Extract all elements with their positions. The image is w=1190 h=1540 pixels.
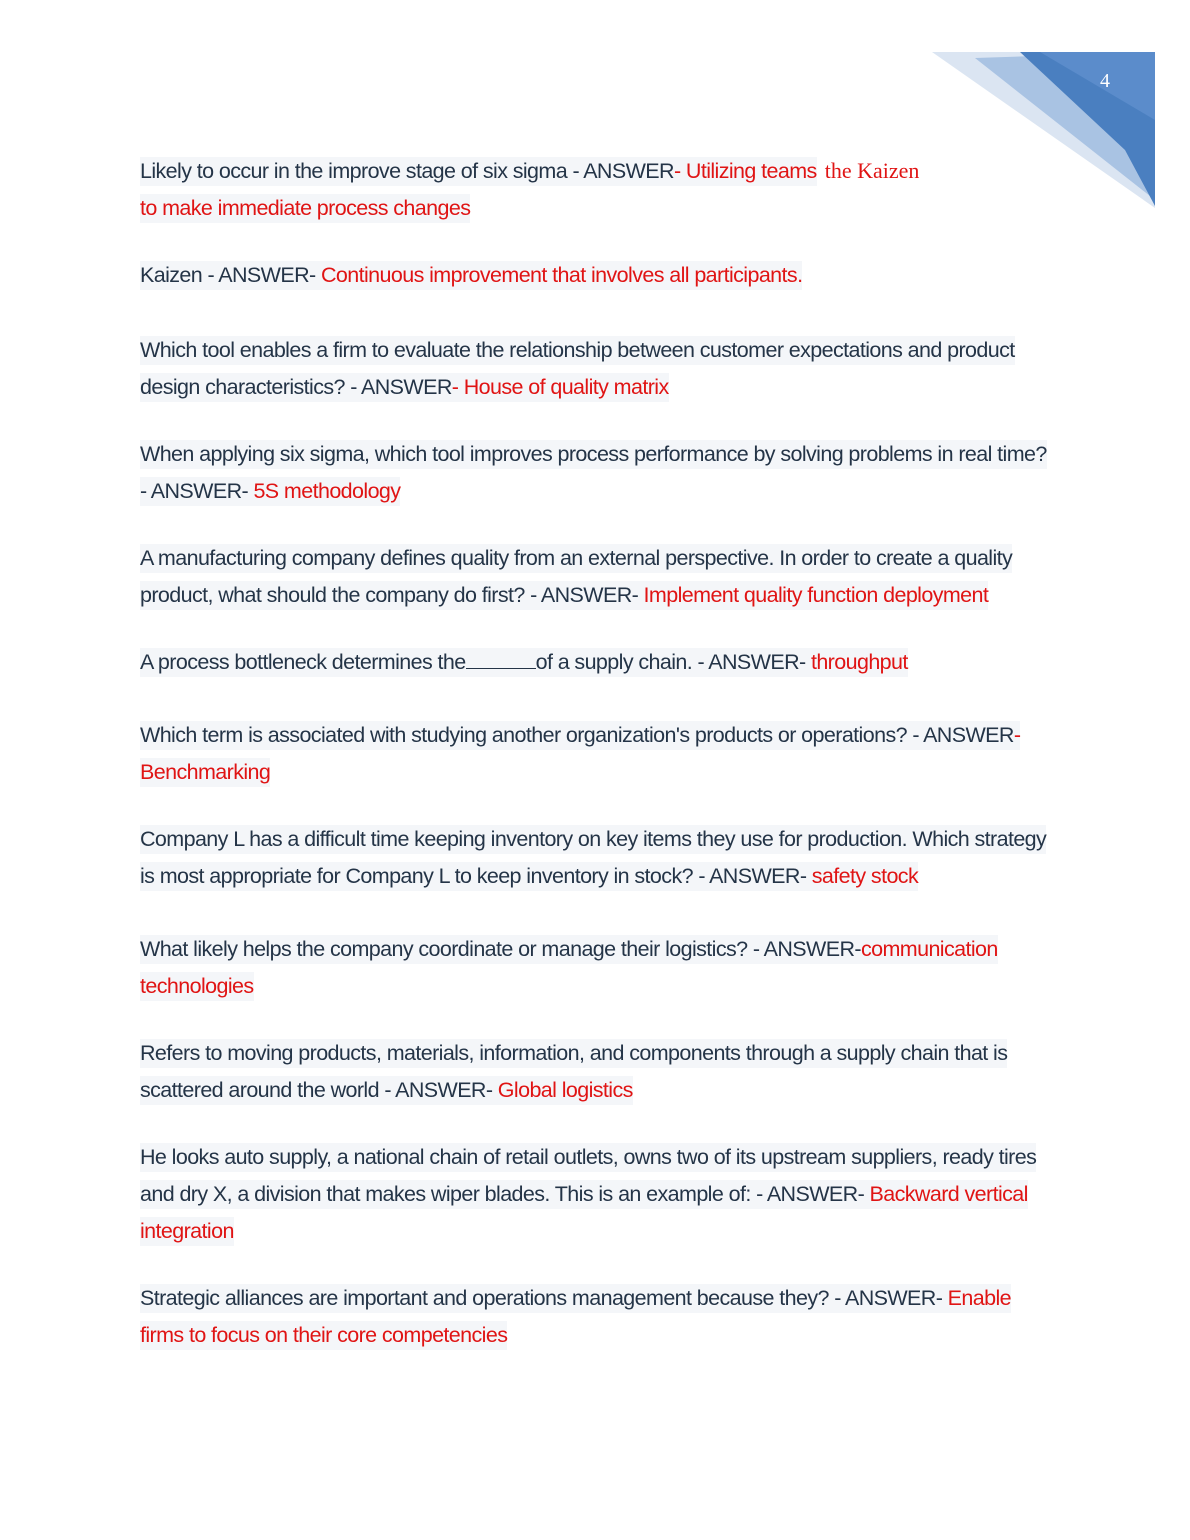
question-text-after-blank: of a supply chain. - ANSWER- — [535, 650, 806, 674]
question-text: What likely helps the company coordinate or manage their logistics? - ANSWER- — [140, 937, 861, 961]
question-text: Which tool enables a firm to evaluate the relationship between customer expectations and product design characteristics? - ANSWER — [140, 338, 1015, 399]
answer-text: Implement quality function deployment — [638, 583, 989, 607]
answer-text-continued: to make immediate process changes — [140, 194, 470, 223]
qa-item — [140, 644, 1052, 681]
answer-text: - House of quality matrix — [451, 375, 669, 399]
qa-item — [140, 152, 1052, 227]
question-text: Likely to occur in the improve stage of six sigma - ANSWER — [140, 159, 674, 183]
question-text: He looks auto supply, a national chain of retail outlets, owns two of its upstream suppliers, ready tires and dry X, a division that makes wiper blades. This is an example of: - ANSWER- — [140, 1145, 1037, 1206]
question-text: A process bottleneck determines the — [140, 650, 466, 674]
answer-text: communication technologies — [140, 937, 998, 998]
answer-text: Enable firms to focus on their core competencies — [140, 1286, 1012, 1347]
qa-item — [140, 931, 1052, 1005]
qa-item — [140, 257, 1052, 294]
answer-text: Global logistics — [492, 1078, 633, 1102]
answer-text: safety stock — [806, 864, 919, 888]
question-text: When applying six sigma, which tool improves process performance by solving problems in real time? - ANSWER- — [140, 442, 1047, 503]
fill-in-blank — [466, 650, 536, 669]
qa-item — [140, 332, 1052, 406]
answer-text: Continuous improvement that involves all participants. — [315, 263, 803, 287]
question-text: A manufacturing company defines quality from an external perspective. In order to create a quality product, what should the company do first? - ANSWER- — [140, 546, 1013, 607]
question-text: Company L has a difficult time keeping inventory on key items they use for production. Which strategy is most appropriate for Company L to keep inventory in stock? - ANSWER- — [140, 827, 1047, 888]
question-text: Kaizen - ANSWER- — [140, 263, 316, 287]
answer-text: Backward vertical integration — [140, 1182, 1028, 1243]
qa-item — [140, 436, 1052, 510]
question-text: Strategic alliances are important and operations management because they? - ANSWER- — [140, 1286, 943, 1310]
qa-item — [140, 540, 1052, 614]
qa-item — [140, 1035, 1052, 1109]
qa-item — [140, 717, 1052, 791]
answer-text: - Benchmarking — [140, 723, 1021, 784]
question-text: Which term is associated with studying another organization's products or operations? - ANSWER — [140, 723, 1014, 747]
page-number: 4 — [1100, 70, 1110, 92]
answer-text: 5S methodology — [248, 479, 401, 503]
answer-text: - Utilizing teams — [673, 159, 817, 183]
qa-item — [140, 821, 1052, 895]
qa-item — [140, 1280, 1052, 1354]
question-text: Refers to moving products, materials, information, and components through a supply chain that is scattered around the world - ANSWER- — [140, 1041, 1008, 1102]
qa-list — [140, 152, 1052, 1354]
answer-text-extra: the Kaizen — [824, 158, 920, 183]
qa-item — [140, 1139, 1052, 1250]
answer-text: throughput — [805, 650, 908, 674]
